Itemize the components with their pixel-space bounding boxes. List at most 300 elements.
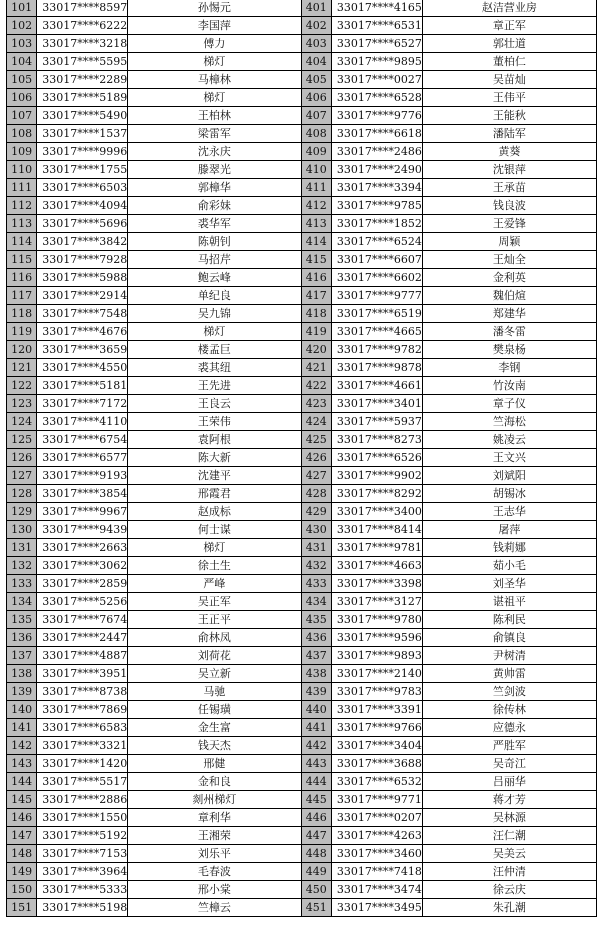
- right-id-number-cell: 33017****9783: [331, 683, 422, 701]
- left-id-number-cell: 33017****1420: [37, 755, 128, 773]
- right-row-number-cell: 450: [301, 881, 331, 899]
- left-row-number-cell: 114: [7, 233, 37, 251]
- left-row-number-cell: 126: [7, 449, 37, 467]
- table-row: [7, 503, 597, 521]
- left-id-number-cell: 33017****9439: [37, 521, 128, 539]
- right-name-cell: 尹树清: [422, 647, 596, 665]
- right-id-number-cell: 33017****6526: [331, 449, 422, 467]
- left-row-number-cell: 121: [7, 359, 37, 377]
- table-row: [7, 287, 597, 305]
- left-row-number-cell: 101: [7, 0, 37, 17]
- table-row: [7, 809, 597, 827]
- left-row-number-cell: 133: [7, 575, 37, 593]
- table-row: [7, 701, 597, 719]
- right-name-cell: 刘斌阳: [422, 467, 596, 485]
- left-row-number-cell: 145: [7, 791, 37, 809]
- right-id-number-cell: 33017****7418: [331, 863, 422, 881]
- right-name-cell: 俞镇良: [422, 629, 596, 647]
- table-row: [7, 881, 597, 899]
- right-name-cell: 潘冬雷: [422, 323, 596, 341]
- left-row-number-cell: 139: [7, 683, 37, 701]
- right-id-number-cell: 33017****8292: [331, 485, 422, 503]
- right-id-number-cell: 33017****9780: [331, 611, 422, 629]
- left-row-number-cell: 115: [7, 251, 37, 269]
- right-row-number-cell: 438: [301, 665, 331, 683]
- left-id-number-cell: 33017****2859: [37, 575, 128, 593]
- left-id-number-cell: 33017****3842: [37, 233, 128, 251]
- right-id-number-cell: 33017****9596: [331, 629, 422, 647]
- left-name-cell: 王柏林: [128, 107, 301, 125]
- left-name-cell: 滕翠光: [128, 161, 301, 179]
- left-id-number-cell: 33017****1755: [37, 161, 128, 179]
- left-id-number-cell: 33017****4676: [37, 323, 128, 341]
- left-id-number-cell: 33017****3321: [37, 737, 128, 755]
- right-row-number-cell: 431: [301, 539, 331, 557]
- table-row: [7, 737, 597, 755]
- right-row-number-cell: 424: [301, 413, 331, 431]
- left-row-number-cell: 138: [7, 665, 37, 683]
- right-row-number-cell: 415: [301, 251, 331, 269]
- left-name-cell: 王湘荣: [128, 827, 301, 845]
- right-id-number-cell: 33017****4263: [331, 827, 422, 845]
- left-row-number-cell: 102: [7, 17, 37, 35]
- left-row-number-cell: 103: [7, 35, 37, 53]
- table-row: [7, 377, 597, 395]
- left-name-cell: 严峰: [128, 575, 301, 593]
- left-name-cell: 王良云: [128, 395, 301, 413]
- left-id-number-cell: 33017****2914: [37, 287, 128, 305]
- left-row-number-cell: 110: [7, 161, 37, 179]
- right-name-cell: 应德永: [422, 719, 596, 737]
- left-row-number-cell: 106: [7, 89, 37, 107]
- right-id-number-cell: 33017****6528: [331, 89, 422, 107]
- table-row: [7, 593, 597, 611]
- left-row-number-cell: 134: [7, 593, 37, 611]
- right-id-number-cell: 33017****9766: [331, 719, 422, 737]
- right-id-number-cell: 33017****3391: [331, 701, 422, 719]
- table-row: [7, 683, 597, 701]
- right-name-cell: 茹小毛: [422, 557, 596, 575]
- right-row-number-cell: 446: [301, 809, 331, 827]
- left-row-number-cell: 143: [7, 755, 37, 773]
- left-id-number-cell: 33017****2289: [37, 71, 128, 89]
- right-row-number-cell: 423: [301, 395, 331, 413]
- table-row: [7, 665, 597, 683]
- left-name-cell: 梯灯: [128, 53, 301, 71]
- left-id-number-cell: 33017****7674: [37, 611, 128, 629]
- right-row-number-cell: 413: [301, 215, 331, 233]
- right-id-number-cell: 33017****3460: [331, 845, 422, 863]
- right-name-cell: 金利英: [422, 269, 596, 287]
- table-row: [7, 359, 597, 377]
- right-row-number-cell: 401: [301, 0, 331, 17]
- right-name-cell: 吴林源: [422, 809, 596, 827]
- left-id-number-cell: 33017****3218: [37, 35, 128, 53]
- right-id-number-cell: 33017****2490: [331, 161, 422, 179]
- right-name-cell: 吴苗灿: [422, 71, 596, 89]
- right-id-number-cell: 33017****9776: [331, 107, 422, 125]
- left-row-number-cell: 119: [7, 323, 37, 341]
- right-id-number-cell: 33017****9777: [331, 287, 422, 305]
- right-row-number-cell: 414: [301, 233, 331, 251]
- left-name-cell: 傅力: [128, 35, 301, 53]
- left-name-cell: 裘其纽: [128, 359, 301, 377]
- right-id-number-cell: 33017****0207: [331, 809, 422, 827]
- table-row: [7, 53, 597, 71]
- left-id-number-cell: 33017****3659: [37, 341, 128, 359]
- right-name-cell: 王文兴: [422, 449, 596, 467]
- left-id-number-cell: 33017****2886: [37, 791, 128, 809]
- right-name-cell: 姚凌云: [422, 431, 596, 449]
- table-row: [7, 269, 597, 287]
- left-name-cell: 单纪良: [128, 287, 301, 305]
- left-name-cell: 邢健: [128, 755, 301, 773]
- right-row-number-cell: 448: [301, 845, 331, 863]
- right-row-number-cell: 433: [301, 575, 331, 593]
- right-id-number-cell: 33017****8273: [331, 431, 422, 449]
- left-row-number-cell: 107: [7, 107, 37, 125]
- left-id-number-cell: 33017****5333: [37, 881, 128, 899]
- left-id-number-cell: 33017****9996: [37, 143, 128, 161]
- right-name-cell: 刘圣华: [422, 575, 596, 593]
- left-id-number-cell: 33017****3854: [37, 485, 128, 503]
- right-name-cell: 陈利民: [422, 611, 596, 629]
- right-name-cell: 沈银萍: [422, 161, 596, 179]
- table-row: [7, 323, 597, 341]
- left-row-number-cell: 146: [7, 809, 37, 827]
- right-name-cell: 黄帅雷: [422, 665, 596, 683]
- right-id-number-cell: 33017****5937: [331, 413, 422, 431]
- right-id-number-cell: 33017****2486: [331, 143, 422, 161]
- right-id-number-cell: 33017****9878: [331, 359, 422, 377]
- right-row-number-cell: 440: [301, 701, 331, 719]
- right-id-number-cell: 33017****3404: [331, 737, 422, 755]
- left-row-number-cell: 140: [7, 701, 37, 719]
- right-name-cell: 汪仲清: [422, 863, 596, 881]
- table-row: [7, 467, 597, 485]
- left-id-number-cell: 33017****1550: [37, 809, 128, 827]
- right-name-cell: 钱莉娜: [422, 539, 596, 557]
- table-row: [7, 827, 597, 845]
- left-id-number-cell: 33017****3951: [37, 665, 128, 683]
- right-row-number-cell: 403: [301, 35, 331, 53]
- right-id-number-cell: 33017****3398: [331, 575, 422, 593]
- right-row-number-cell: 437: [301, 647, 331, 665]
- left-name-cell: 邢霞君: [128, 485, 301, 503]
- right-row-number-cell: 447: [301, 827, 331, 845]
- right-id-number-cell: 33017****4165: [331, 0, 422, 17]
- right-id-number-cell: 33017****4665: [331, 323, 422, 341]
- table-row: [7, 395, 597, 413]
- left-id-number-cell: 33017****7928: [37, 251, 128, 269]
- right-name-cell: 朱孔潮: [422, 899, 596, 917]
- table-row: [7, 35, 597, 53]
- table-row: [7, 485, 597, 503]
- left-name-cell: 何士谋: [128, 521, 301, 539]
- left-row-number-cell: 109: [7, 143, 37, 161]
- left-row-number-cell: 104: [7, 53, 37, 71]
- right-id-number-cell: 33017****3401: [331, 395, 422, 413]
- right-row-number-cell: 421: [301, 359, 331, 377]
- left-row-number-cell: 108: [7, 125, 37, 143]
- table-row: [7, 431, 597, 449]
- right-name-cell: 王承苗: [422, 179, 596, 197]
- table-row: [7, 791, 597, 809]
- left-row-number-cell: 130: [7, 521, 37, 539]
- records-table: [6, 0, 597, 917]
- right-row-number-cell: 427: [301, 467, 331, 485]
- left-name-cell: 孙惕元: [128, 0, 301, 17]
- right-id-number-cell: 33017****3495: [331, 899, 422, 917]
- right-name-cell: 王志华: [422, 503, 596, 521]
- left-id-number-cell: 33017****6503: [37, 179, 128, 197]
- left-id-number-cell: 33017****5595: [37, 53, 128, 71]
- right-id-number-cell: 33017****6519: [331, 305, 422, 323]
- left-id-number-cell: 33017****5696: [37, 215, 128, 233]
- left-id-number-cell: 33017****7548: [37, 305, 128, 323]
- right-name-cell: 董柏仁: [422, 53, 596, 71]
- table-row: [7, 143, 597, 161]
- table-row: [7, 449, 597, 467]
- left-name-cell: 刘乐平: [128, 845, 301, 863]
- left-name-cell: 吴正军: [128, 593, 301, 611]
- right-id-number-cell: 33017****6524: [331, 233, 422, 251]
- left-id-number-cell: 33017****1537: [37, 125, 128, 143]
- right-row-number-cell: 441: [301, 719, 331, 737]
- left-id-number-cell: 33017****4550: [37, 359, 128, 377]
- left-row-number-cell: 124: [7, 413, 37, 431]
- table-row: [7, 845, 597, 863]
- table-row: [7, 773, 597, 791]
- table-row: [7, 125, 597, 143]
- left-name-cell: 金生富: [128, 719, 301, 737]
- left-name-cell: 沈建平: [128, 467, 301, 485]
- left-id-number-cell: 33017****2447: [37, 629, 128, 647]
- table-row: [7, 755, 597, 773]
- right-name-cell: 王能秋: [422, 107, 596, 125]
- table-row: [7, 611, 597, 629]
- left-id-number-cell: 33017****6577: [37, 449, 128, 467]
- left-row-number-cell: 132: [7, 557, 37, 575]
- right-row-number-cell: 442: [301, 737, 331, 755]
- right-row-number-cell: 425: [301, 431, 331, 449]
- left-name-cell: 马樟林: [128, 71, 301, 89]
- left-row-number-cell: 137: [7, 647, 37, 665]
- right-row-number-cell: 444: [301, 773, 331, 791]
- right-row-number-cell: 418: [301, 305, 331, 323]
- left-name-cell: 俞林凤: [128, 629, 301, 647]
- right-name-cell: 竺剑波: [422, 683, 596, 701]
- left-row-number-cell: 116: [7, 269, 37, 287]
- table-row: [7, 0, 597, 17]
- right-name-cell: 吴奇江: [422, 755, 596, 773]
- left-row-number-cell: 111: [7, 179, 37, 197]
- right-row-number-cell: 429: [301, 503, 331, 521]
- left-id-number-cell: 33017****8738: [37, 683, 128, 701]
- left-name-cell: 陈大新: [128, 449, 301, 467]
- right-row-number-cell: 416: [301, 269, 331, 287]
- right-row-number-cell: 410: [301, 161, 331, 179]
- right-row-number-cell: 434: [301, 593, 331, 611]
- left-id-number-cell: 33017****8597: [37, 0, 128, 17]
- left-name-cell: 梯灯: [128, 89, 301, 107]
- left-id-number-cell: 33017****5192: [37, 827, 128, 845]
- table-row: [7, 413, 597, 431]
- left-name-cell: 任锡璜: [128, 701, 301, 719]
- right-name-cell: 郑建华: [422, 305, 596, 323]
- left-id-number-cell: 33017****5988: [37, 269, 128, 287]
- right-row-number-cell: 404: [301, 53, 331, 71]
- table-row: [7, 215, 597, 233]
- right-name-cell: 徐云庆: [422, 881, 596, 899]
- left-name-cell: 沈永庆: [128, 143, 301, 161]
- right-name-cell: 樊泉杨: [422, 341, 596, 359]
- right-name-cell: 汪仁潮: [422, 827, 596, 845]
- right-name-cell: 潘陆军: [422, 125, 596, 143]
- right-name-cell: 蒋才芳: [422, 791, 596, 809]
- table-row: [7, 233, 597, 251]
- table-row: [7, 521, 597, 539]
- left-id-number-cell: 33017****3062: [37, 557, 128, 575]
- right-row-number-cell: 412: [301, 197, 331, 215]
- left-row-number-cell: 118: [7, 305, 37, 323]
- left-row-number-cell: 150: [7, 881, 37, 899]
- table-row: [7, 89, 597, 107]
- left-row-number-cell: 129: [7, 503, 37, 521]
- right-id-number-cell: 33017****9781: [331, 539, 422, 557]
- right-row-number-cell: 417: [301, 287, 331, 305]
- left-id-number-cell: 33017****5517: [37, 773, 128, 791]
- left-name-cell: 马驰: [128, 683, 301, 701]
- table-row: [7, 197, 597, 215]
- left-name-cell: 刘荷花: [128, 647, 301, 665]
- left-id-number-cell: 33017****4887: [37, 647, 128, 665]
- left-row-number-cell: 117: [7, 287, 37, 305]
- left-name-cell: 毛春波: [128, 863, 301, 881]
- right-name-cell: 黄葵: [422, 143, 596, 161]
- right-id-number-cell: 33017****4661: [331, 377, 422, 395]
- right-id-number-cell: 33017****6618: [331, 125, 422, 143]
- left-name-cell: 鲍云峰: [128, 269, 301, 287]
- records-table-body: [7, 0, 597, 917]
- right-name-cell: 竺海松: [422, 413, 596, 431]
- right-row-number-cell: 432: [301, 557, 331, 575]
- table-row: [7, 305, 597, 323]
- right-row-number-cell: 411: [301, 179, 331, 197]
- right-id-number-cell: 33017****2140: [331, 665, 422, 683]
- left-id-number-cell: 33017****9193: [37, 467, 128, 485]
- table-row: [7, 71, 597, 89]
- right-id-number-cell: 33017****3127: [331, 593, 422, 611]
- right-id-number-cell: 33017****6607: [331, 251, 422, 269]
- table-row: [7, 161, 597, 179]
- right-name-cell: 魏伯煊: [422, 287, 596, 305]
- left-row-number-cell: 112: [7, 197, 37, 215]
- right-id-number-cell: 33017****9902: [331, 467, 422, 485]
- right-id-number-cell: 33017****6527: [331, 35, 422, 53]
- left-row-number-cell: 127: [7, 467, 37, 485]
- right-name-cell: 王灿全: [422, 251, 596, 269]
- table-row: [7, 647, 597, 665]
- right-id-number-cell: 33017****6532: [331, 773, 422, 791]
- left-name-cell: 金和良: [128, 773, 301, 791]
- left-id-number-cell: 33017****7153: [37, 845, 128, 863]
- right-name-cell: 胡锡冰: [422, 485, 596, 503]
- right-id-number-cell: 33017****9771: [331, 791, 422, 809]
- right-id-number-cell: 33017****3400: [331, 503, 422, 521]
- right-name-cell: 吴美云: [422, 845, 596, 863]
- left-id-number-cell: 33017****6583: [37, 719, 128, 737]
- left-name-cell: 王先进: [128, 377, 301, 395]
- table-row: [7, 17, 597, 35]
- right-row-number-cell: 445: [301, 791, 331, 809]
- right-id-number-cell: 33017****9782: [331, 341, 422, 359]
- left-id-number-cell: 33017****3964: [37, 863, 128, 881]
- left-name-cell: 章利华: [128, 809, 301, 827]
- right-name-cell: 钱良波: [422, 197, 596, 215]
- right-row-number-cell: 406: [301, 89, 331, 107]
- right-name-cell: 严胜军: [422, 737, 596, 755]
- table-row: [7, 719, 597, 737]
- left-name-cell: 李国萍: [128, 17, 301, 35]
- left-name-cell: 徐土生: [128, 557, 301, 575]
- right-row-number-cell: 428: [301, 485, 331, 503]
- right-name-cell: 王爱锋: [422, 215, 596, 233]
- right-row-number-cell: 439: [301, 683, 331, 701]
- left-name-cell: 赵成标: [128, 503, 301, 521]
- right-id-number-cell: 33017****3688: [331, 755, 422, 773]
- left-name-cell: 裘华军: [128, 215, 301, 233]
- right-id-number-cell: 33017****8414: [331, 521, 422, 539]
- right-name-cell: 郭壮道: [422, 35, 596, 53]
- right-row-number-cell: 419: [301, 323, 331, 341]
- right-row-number-cell: 426: [301, 449, 331, 467]
- right-name-cell: 屠萍: [422, 521, 596, 539]
- left-name-cell: 王荣伟: [128, 413, 301, 431]
- left-name-cell: 梁雷军: [128, 125, 301, 143]
- right-row-number-cell: 420: [301, 341, 331, 359]
- right-name-cell: 吕丽华: [422, 773, 596, 791]
- left-id-number-cell: 33017****5256: [37, 593, 128, 611]
- left-name-cell: 梯灯: [128, 323, 301, 341]
- right-row-number-cell: 409: [301, 143, 331, 161]
- left-name-cell: 邢小棠: [128, 881, 301, 899]
- left-id-number-cell: 33017****7172: [37, 395, 128, 413]
- left-row-number-cell: 148: [7, 845, 37, 863]
- left-id-number-cell: 33017****2663: [37, 539, 128, 557]
- left-id-number-cell: 33017****5181: [37, 377, 128, 395]
- left-row-number-cell: 147: [7, 827, 37, 845]
- right-name-cell: 章正军: [422, 17, 596, 35]
- right-name-cell: 谌祖平: [422, 593, 596, 611]
- right-row-number-cell: 407: [301, 107, 331, 125]
- right-name-cell: 王伟平: [422, 89, 596, 107]
- right-row-number-cell: 451: [301, 899, 331, 917]
- left-name-cell: 吴九锦: [128, 305, 301, 323]
- left-row-number-cell: 113: [7, 215, 37, 233]
- right-id-number-cell: 33017****9895: [331, 53, 422, 71]
- right-name-cell: 章子仪: [422, 395, 596, 413]
- left-row-number-cell: 141: [7, 719, 37, 737]
- right-row-number-cell: 436: [301, 629, 331, 647]
- right-row-number-cell: 402: [301, 17, 331, 35]
- right-id-number-cell: 33017****6602: [331, 269, 422, 287]
- right-id-number-cell: 33017****6531: [331, 17, 422, 35]
- left-name-cell: 吴立新: [128, 665, 301, 683]
- right-name-cell: 李钢: [422, 359, 596, 377]
- right-row-number-cell: 435: [301, 611, 331, 629]
- right-row-number-cell: 408: [301, 125, 331, 143]
